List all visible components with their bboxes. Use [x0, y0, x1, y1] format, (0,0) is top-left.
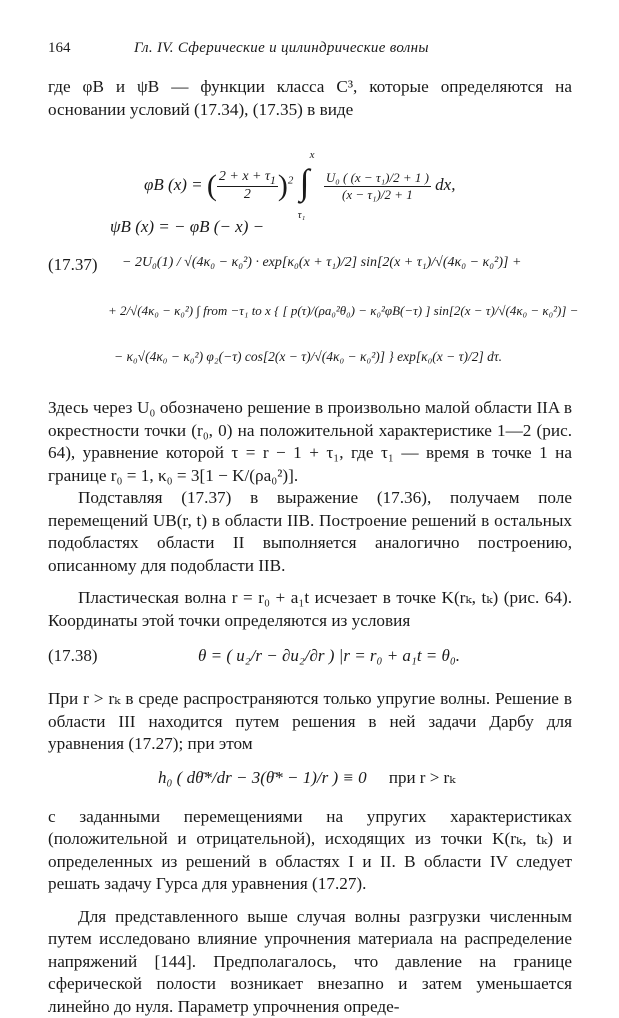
- eq1737-line1: ψB (x) = − φB (− x) −: [110, 217, 264, 237]
- formula-h: [48, 756, 572, 806]
- phi-lhs: φB (x) =: [144, 175, 203, 194]
- running-head: Гл. IV. Сферические и цилиндрические волны: [134, 40, 429, 57]
- eq1737-line3: + 2/√(4κ₀ − κ₀²) ∫ from −τ₁ to x { [ p(τ)/(ρa₀²θ₀) − κ₀²φB(−τ) ] sin[2(x − τ)/√(4κ₀ − κ₀²)] −: [108, 303, 578, 319]
- phi-tail: dx,: [435, 175, 455, 194]
- paragraph-3: Пластическая волна r = r₀ + a₁t исчезает в точке K(rₖ, tₖ) (рис. 64). Координаты этой точки определяются из условия: [48, 587, 572, 632]
- paragraph-4: При r > rₖ в среде распространяются только упругие волны. Решение в области III находится путем решения в ней задачи Дарбу для уравнения (17.27); при этом: [48, 688, 572, 756]
- eq1737-number: (17.37): [48, 255, 98, 275]
- phi-int-upper: x: [310, 149, 315, 161]
- eq1737-line4: − κ₀√(4κ₀ − κ₀²) φ₂(−τ) cos[2(x − τ)/√(4κ₀ − κ₀²)] } exp[κ₀(x − τ)/2] dτ.: [114, 349, 502, 365]
- intro-text: где φB и ψB — функции класса C³, которые определяются на основании условий (17.34), (17.35) в виде: [48, 76, 572, 121]
- phi-power: 2: [288, 174, 294, 186]
- paragraph-6: Для представленного выше случая волны разгрузки численным путем исследовано влияние упрочнения материала на распределение напряжений [144]. Предполагалось, что давление на границе сферической полости возникает внезапно и затем уменьшается линейно до нуля. Параметр упрочнения опреде-: [48, 906, 572, 1018]
- paragraph-1: Здесь через U₀ обозначено решение в произвольно малой области IIA в окрестности точки (r₀, 0) на положительной характеристике 1—2 (рис. 64), уравнение которой τ = r − 1 + τ₁, где τ₁ — время в точке 1 на границе r₀ = 1, κ₀ = 3[1 − K/(ρa₀²)].: [48, 397, 572, 487]
- paragraph-5: с заданными перемещениями на упругих характеристиках (положительной и отрицательной), исходящих из точки K(rₖ, tₖ) и определенных из решений в областях I и II. В области IV следует решать задачу Гурса для уравнения (17.27).: [48, 806, 572, 896]
- phi-integrand-den: (x − τ₁)/2 + 1: [324, 187, 431, 203]
- page-header: [48, 40, 572, 62]
- page-number: 164: [48, 40, 134, 57]
- paragraph-2: Подставляя (17.37) в выражение (17.36), получаем поле перемещений UB(r, t) в области IIB. Построение решений в остальных подобластях области II выполняется аналогично построению, описанному для подобласти IIB.: [48, 487, 572, 577]
- equation-17-38: [48, 632, 572, 684]
- page: [48, 40, 572, 1018]
- equation-17-37: [48, 217, 572, 385]
- eq1737-line2: − 2U₀(1) / √(4κ₀ − κ₀²) · exp[κ₀(x + τ₁)/2] sin[2(x + τ₁)/√(4κ₀ − κ₀²)] +: [122, 255, 521, 271]
- eq1738-number: (17.38): [48, 646, 98, 666]
- h-expr: h₀ ( dθ̄*/dr − 3(θ̄* − 1)/r ) ≡ 0: [158, 768, 367, 787]
- formula-phi: φB (x) = ( $\frac{2 + x + \tau_1}{2}$ )$^2$ ∫ x τ₁ $\frac{\text{U₀ ( (x − τ₁)/2 + 1 )}}{\text{(x − τ₁)/2 + 1}}$ dx,: [48, 121, 572, 217]
- phi-int-lower: τ₁: [298, 209, 306, 221]
- h-condition: при r > rₖ: [389, 768, 456, 787]
- eq1738-expr: θ = ( u₂/r − ∂u₂/∂r ) |r = r₀ + a₁t = θ₀.: [198, 646, 460, 666]
- phi-integrand-num: U₀ ( (x − τ₁)/2 + 1 ): [324, 170, 431, 187]
